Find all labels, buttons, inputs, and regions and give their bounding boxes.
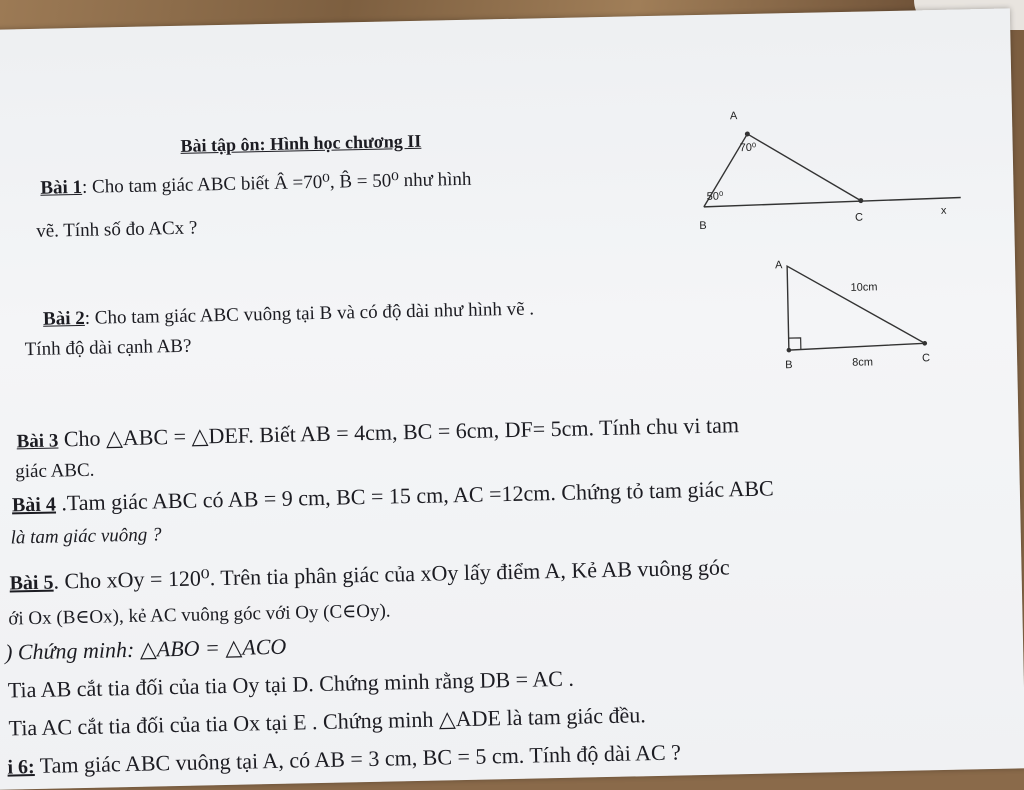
exercise-5-line-2: ới Ox (B∈Ox), kẻ AC vuông góc với Oy (C∈Oy). [8,600,391,630]
exercise-5-label: Bài 5 [9,571,54,595]
figure-1-side-ac [747,132,860,203]
figure-1-angle-b: 50⁰ [706,190,724,203]
figure-2-label-b: B [785,359,793,372]
exercise-1-line-2: vẽ. Tính số đo ACx ? [36,217,198,242]
figure-1-triangle [697,99,970,235]
exercise-3-line-1 [16,412,739,453]
exercise-4-line-1 [12,475,774,517]
worksheet-title: Bài tập ôn: Hình học chương II [180,130,422,156]
figure-1-label-a: A [729,110,738,123]
figure-1-angle-a: 70⁰ [739,141,757,155]
worksheet-paper [0,8,1024,789]
figure-2-right-triangle [775,255,957,374]
exercise-1-label: Bài 1 [40,176,83,199]
exercise-4-text-1: .Tam giác ABC có AB = 9 cm, BC = 15 cm, AC =12cm. Chứng tỏ tam giác ABC [55,475,774,516]
exercise-3-text-1: Cho △ABC = △DEF. Biết AB = 4cm, BC = 6cm, DF= 5cm. Tính chu vi tam [58,412,740,452]
exercise-5-line-5: Tia AC cắt tia đối của tia Ox tại E . Chứng minh △ADE là tam giác đều. [8,702,646,741]
figure-2-label-base: 8cm [852,356,874,369]
exercise-3-label: Bài 3 [16,430,59,453]
figure-1-label-b: B [699,219,707,232]
figure-2-right-angle-mark [789,338,801,350]
exercise-2-line-2: Tính độ dài cạnh AB? [24,335,192,361]
exercise-3-line-2: giác ABC. [15,459,95,483]
exercise-6-text-1: Tam giác ABC vuông tại A, có AB = 3 cm, BC = 5 cm. Tính độ dài AC ? [34,739,682,779]
figure-2-label-c: C [921,352,931,365]
figure-2-label-hyp: 10cm [850,281,878,294]
exercise-1-line-1 [40,168,472,200]
exercise-4-label: Bài 4 [11,493,57,517]
figure-2-point-b [787,348,792,353]
figure-2-triangle-outline [787,263,925,350]
figure-2-label-a: A [774,259,783,272]
exercise-6-line-1 [7,739,681,779]
exercise-5-text-1: . Cho xOy = 120⁰. Trên tia phân giác của xOy lấy điểm A, Kẻ AB vuông góc [53,554,730,594]
figure-1-label-c: C [854,211,864,224]
exercise-2-line-1 [43,298,534,330]
exercise-1-text-1: : Cho tam giác ABC biết Â =70⁰, B̂ = 50⁰ như hình [81,168,472,198]
exercise-5-line-3: ) Chứng minh: △ABO = △ACO [4,633,287,665]
exercise-6-label: i 6: [7,756,35,779]
exercise-5-line-4: Tia AB cắt tia đối của tia Oy tại D. Chứng minh rằng DB = AC . [7,665,575,703]
exercise-2-label: Bài 2 [42,307,85,330]
figure-1-label-x: x [940,204,947,217]
exercise-5-line-1 [9,554,730,595]
figure-1-ray-bx [704,197,961,206]
exercise-4-line-2: là tam giác vuông ? [10,524,162,549]
exercise-2-text-1: : Cho tam giác ABC vuông tại B và có độ dài như hình vẽ . [84,298,535,329]
